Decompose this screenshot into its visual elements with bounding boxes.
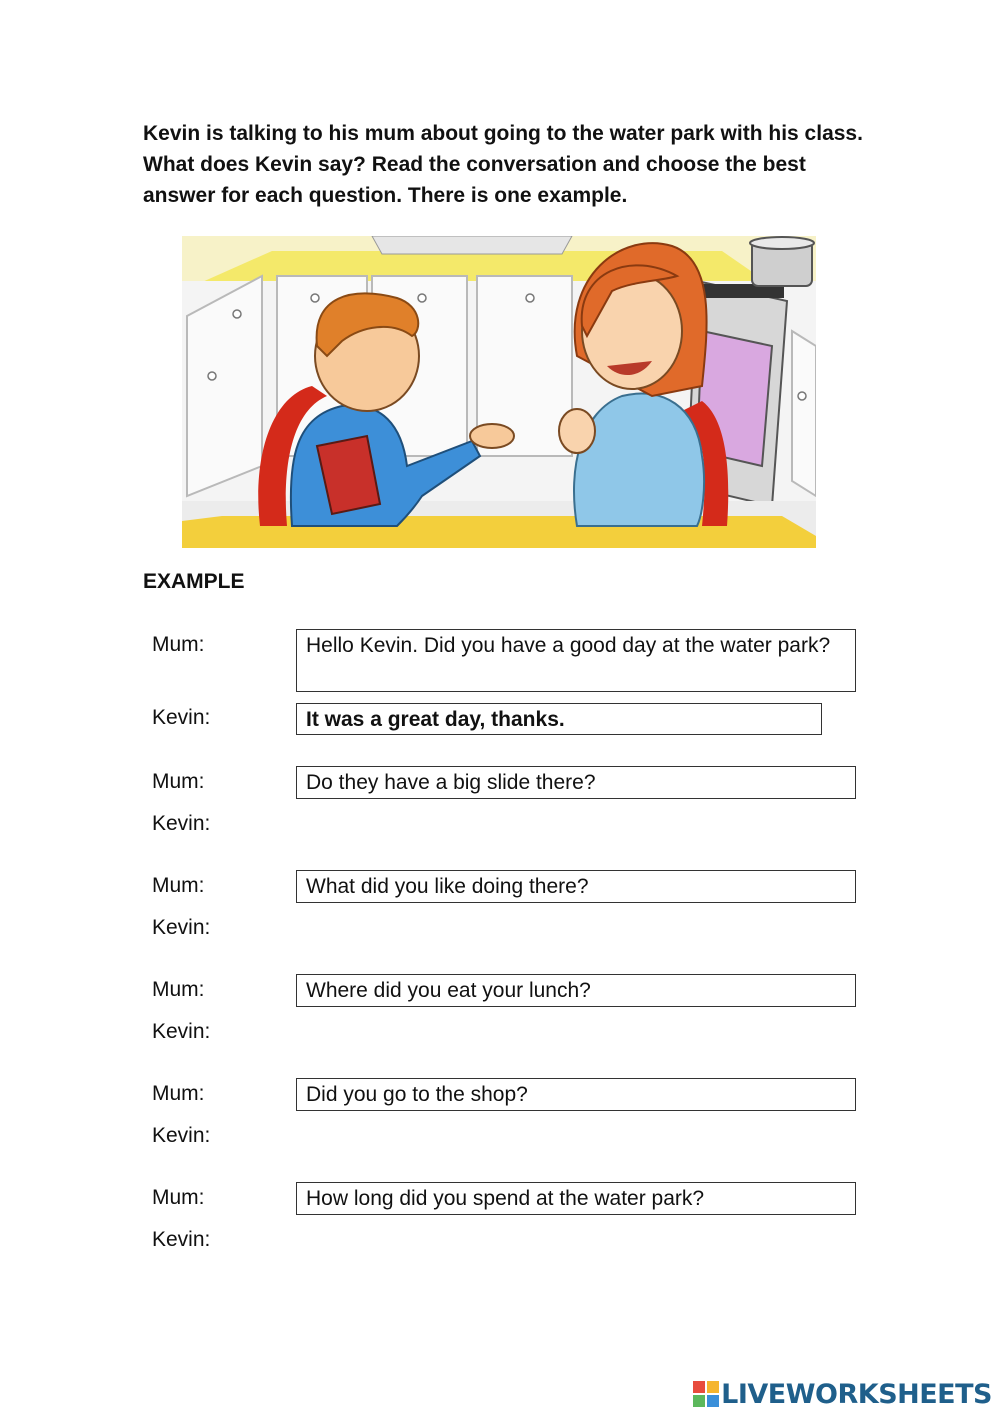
question-4-kevin-speaker: Kevin: [152,1124,211,1147]
question-5-mum-line: How long did you spend at the water park? [296,1182,856,1215]
example-mum-speaker: Mum: [152,633,205,656]
question-4-mum-speaker: Mum: [152,1082,205,1105]
liveworksheets-logo-icon [693,1381,719,1407]
example-heading: EXAMPLE [143,570,245,593]
question-5-mum-speaker: Mum: [152,1186,205,1209]
kitchen-illustration [182,236,816,548]
question-1-mum-speaker: Mum: [152,770,205,793]
liveworksheets-brand[interactable] [693,1378,992,1410]
instructions: Kevin is talking to his mum about going to the water park with his class. What does Kevin say? Read the conversation and choose the best answer for each question. There is one example. [143,122,863,207]
question-3-mum-speaker: Mum: [152,978,205,1001]
question-4-mum-line: Did you go to the shop? [296,1078,856,1111]
question-5-kevin-speaker: Kevin: [152,1228,211,1251]
question-1-kevin-speaker: Kevin: [152,812,211,835]
example-kevin-speaker: Kevin: [152,706,211,729]
question-3-kevin-speaker: Kevin: [152,1020,211,1043]
question-2-mum-line: What did you like doing there? [296,870,856,903]
brand-name: LIVEWORKSHEETS [721,1378,992,1410]
question-2-kevin-speaker: Kevin: [152,916,211,939]
question-3-mum-line: Where did you eat your lunch? [296,974,856,1007]
example-kevin-answer: It was a great day, thanks. [296,703,822,735]
example-mum-line: Hello Kevin. Did you have a good day at the water park? [296,629,856,692]
question-1-mum-line: Do they have a big slide there? [296,766,856,799]
question-2-mum-speaker: Mum: [152,874,205,897]
